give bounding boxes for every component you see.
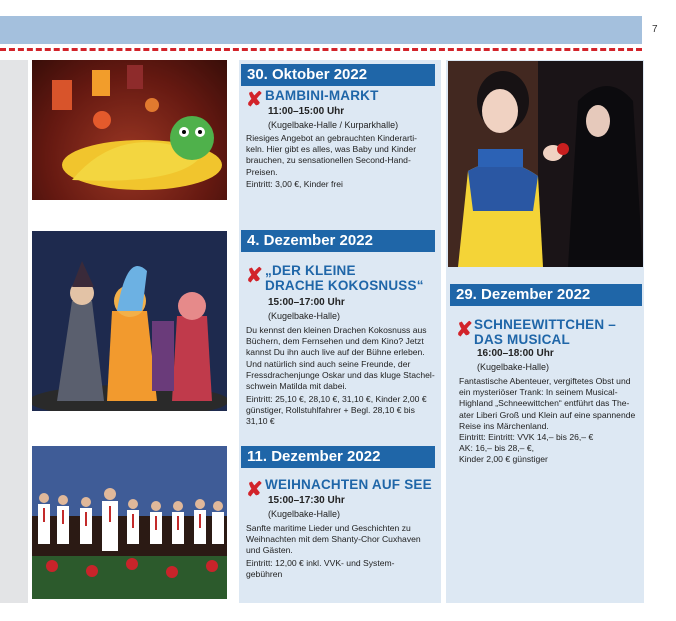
shanty-chor-photo — [32, 446, 227, 599]
event-4-date-bar: 29. Dezember 2022 — [450, 284, 642, 306]
event-4-location: (Kugelbake-Halle) — [477, 362, 550, 372]
red-x-mark-icon: ✘ — [246, 89, 263, 111]
event-4-description: Fantastische Abenteuer, vergiftetes Obst und ein mysteriöser Trank: In seinem Musical- Highland „Schneewittchen“ entführt das The- ater Liberi Groß und Klein auf eine spannende Reise ins Märchenland. — [459, 376, 636, 431]
page-number: 7 — [652, 24, 658, 35]
event-4-time: 16:00–18:00 Uhr — [477, 348, 554, 359]
red-x-mark-icon: ✘ — [246, 479, 263, 501]
left-margin-strip — [0, 60, 28, 603]
event-1-date-bar: 30. Oktober 2022 — [241, 64, 435, 86]
event-1-entry: Eintritt: 3,00 €, Kinder frei — [246, 179, 343, 189]
event-4-entry: Eintritt: Eintritt: VVK 14,– bis 26,– € AK: 16,– bis 28,– €, Kinder 2,00 € günstiger — [459, 432, 594, 465]
drache-kokosnuss-photo — [32, 231, 227, 411]
bambini-markt-photo — [32, 60, 227, 200]
event-3-time: 15:00–17:30 Uhr — [268, 495, 345, 506]
schneewittchen-photo — [448, 61, 643, 267]
event-2-date-bar: 4. Dezember 2022 — [241, 230, 435, 252]
event-1-title: BAMBINI-MARKT — [265, 88, 379, 103]
event-2-title: „DER KLEINE DRACHE KOKOSNUSS“ — [265, 263, 424, 293]
event-3-entry: Eintritt: 12,00 € inkl. VVK- und System- gebühren — [246, 558, 395, 580]
event-2-description: Du kennst den kleinen Drachen Kokosnuss aus Büchern, dem Fernsehen und dem Kino? Jetzt kannst Du ihn auch live auf der Bühne erleben. Und natürlich sind auch seine Freunde, der Fressdrachenjunge Oskar und das kluge Stachel- schwein Matilda mit dabei. — [246, 325, 435, 392]
event-1-description: Riesiges Angebot an gebrauchten Kinderarti- keln. Hier gibt es alles, was Baby und Kinder brauchen, zu sensationellen Second-Hand- Preisen. — [246, 133, 418, 177]
event-2-time: 15:00–17:00 Uhr — [268, 297, 345, 308]
event-2-entry: Eintritt: 25,10 €, 28,10 €, 31,10 €, Kinder 2,00 € günstiger, Rollstuhlfahrer + Begl. 28,10 € bis 31,10 € — [246, 394, 427, 427]
red-x-mark-icon: ✘ — [246, 265, 263, 287]
header-band — [0, 16, 642, 44]
event-1-time: 11:00–15:00 Uhr — [268, 106, 345, 117]
event-2-location: (Kugelbake-Halle) — [268, 311, 341, 321]
event-3-description: Sanfte maritime Lieder und Geschichten zu Weihnachten mit dem Shanty-Chor Cuxhaven und Gästen. — [246, 523, 421, 556]
event-3-date-bar: 11. Dezember 2022 — [241, 446, 435, 468]
event-4-title: SCHNEEWITTCHEN – DAS MUSICAL — [474, 317, 616, 347]
header-dashed-line — [0, 48, 642, 51]
red-x-mark-icon: ✘ — [456, 319, 473, 341]
event-3-title: WEIHNACHTEN AUF SEE — [265, 477, 432, 492]
event-1-location: (Kugelbake-Halle / Kurparkhalle) — [268, 120, 399, 130]
event-3-location: (Kugelbake-Halle) — [268, 509, 341, 519]
